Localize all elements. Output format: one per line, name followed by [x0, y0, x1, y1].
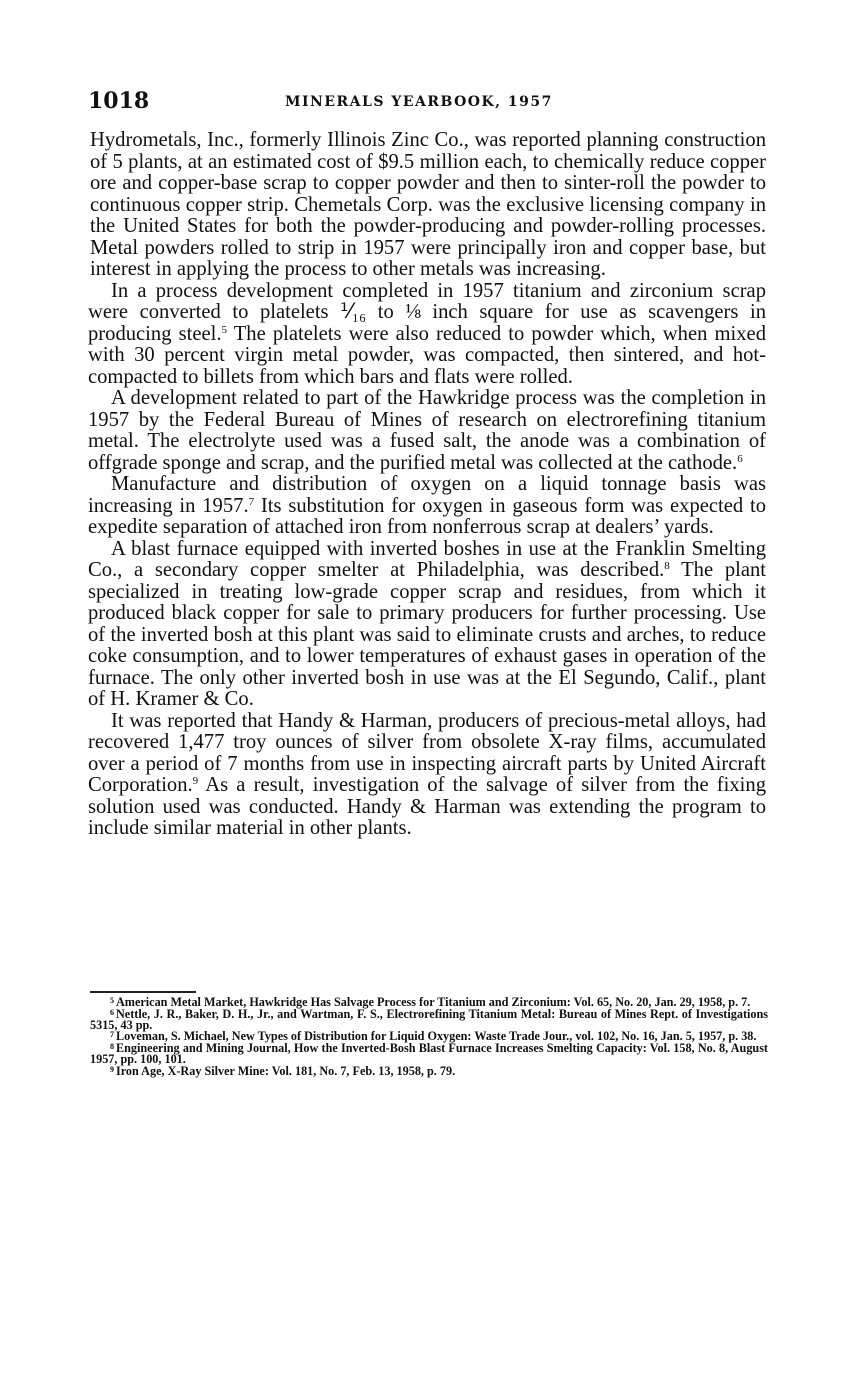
- footnote-ref-5[interactable]: 5: [221, 323, 227, 336]
- page-number: 1018: [88, 88, 150, 114]
- footnote-marker: 8: [110, 1042, 114, 1052]
- page-header: [88, 88, 768, 114]
- paragraph-hawkridge-process: A development related to part of the Hawkridge process was the completion in 1957 by the Federal Bureau of Mines of research on electrorefining titanium metal. The electrolyte used was a fused salt, the anode was a combination of offgrade sponge and scrap, and the purified metal was collected at the cathode.$^6$: [88, 387, 766, 474]
- footnote-marker: 7: [110, 1030, 114, 1040]
- footnote-8: $^8$ Engineering and Mining Journal, How the Inverted-Bosh Blast Furnace Increases Smelting Capacity: Vol. 158, No. 8, August 1957, pp. 100, 101.: [90, 1041, 768, 1066]
- footnote-ref-8[interactable]: 8: [664, 560, 670, 572]
- footnote-7: $^7$ Loveman, S. Michael, New Types of Distribution for Liquid Oxygen: Waste Trade Jour., vol. 102, No. 16, Jan. 5, 1957, p. 38.: [110, 1029, 757, 1044]
- paragraph-hydrometals: Hydrometals, Inc., formerly Illinois Zinc Co., was reported planning construction of 5 plants, at an estimated cost of $9.5 million each, to chemically reduce copper ore and copper-base scrap to copper powder and then to sinter-roll the powder to continuous copper strip. Chemetals Corp. was the exclusive licensing company in the United States for both the powder-producing and powder-rolling processes. Metal powders rolled to strip in 1957 were principally iron and copper base, but interest in applying the process to other metals was increasing.: [90, 129, 766, 280]
- paragraph-handy-harman: It was reported that Handy & Harman, producers of precious-metal alloys, had recovered 1,477 troy ounces of silver from obsolete X-ray films, accumulated over a period of 7 months from use in inspecting aircraft parts by United Aircraft Corporation.$^9$ As a result, investigation of the salvage of silver from the fixing solution used was conducted. Handy & Harman was extending the program to include similar material in other plants.: [88, 709, 766, 839]
- paragraph-liquid-oxygen: Manufacture and distribution of oxygen on a liquid tonnage basis was increasing in 1957.$^7$ Its substitution for oxygen in gaseous form was expected to expedite separation of attached iron from nonferrous scrap at dealers’ yards.: [88, 473, 767, 538]
- footnote-6: $^6$ Nettle, J. R., Baker, D. H., Jr., and Wartman, F. S., Electrorefining Titanium Metal: Bureau of Mines Rept. of Investigations 5315, 43 pp.: [90, 1006, 768, 1032]
- footnotes: [90, 996, 768, 1077]
- footnote-ref-6[interactable]: 6: [737, 452, 743, 465]
- running-head: MINERALS YEARBOOK, 1957: [285, 94, 553, 110]
- paragraph-titanium-zirconium-scrap: In a process development completed in 1957 titanium and zirconium scrap were converted to platelets ⅟₁₆ to ⅛ inch square for use as scavengers in producing steel.$^5$ The platelets were also reduced to powder which, when mixed with 30 percent virgin metal powder, was compacted, then sintered, and hot-compacted to billets from which bars and flats were rolled.: [88, 279, 766, 388]
- footnote-divider: [90, 991, 196, 993]
- footnote-5: $^5$ American Metal Market, Hawkridge Has Salvage Process for Titanium and Zirconium: Vol. 65, No. 20, Jan. 29, 1958, p. 7.: [110, 995, 751, 1009]
- footnote-9: $^9$ Iron Age, X-Ray Silver Mine: Vol. 181, No. 7, Feb. 13, 1958, p. 79.: [110, 1063, 456, 1078]
- body-text: [88, 130, 766, 840]
- footnote-ref-7[interactable]: 7: [248, 495, 255, 508]
- footnote-marker: 5: [110, 996, 114, 1005]
- footnote-marker: 6: [110, 1007, 114, 1017]
- footnote-ref-9[interactable]: 9: [192, 775, 199, 787]
- footnote-marker: 9: [110, 1064, 114, 1074]
- paragraph-blast-furnace: A blast furnace equipped with inverted boshes in use at the Franklin Smelting Co., a secondary copper smelter at Philadelphia, was described.$^8$ The plant specialized in treating low-grade copper scrap and residues, from which it produced black copper for sale to primary producers for further processing. Use of the inverted bosh at this plant was said to eliminate crusts and arches, to reduce coke consumption, and to lower temperatures of exhaust gases in operation of the furnace. The only other inverted bosh in use was at the El Segundo, Calif., plant of H. Kramer & Co.: [88, 537, 766, 710]
